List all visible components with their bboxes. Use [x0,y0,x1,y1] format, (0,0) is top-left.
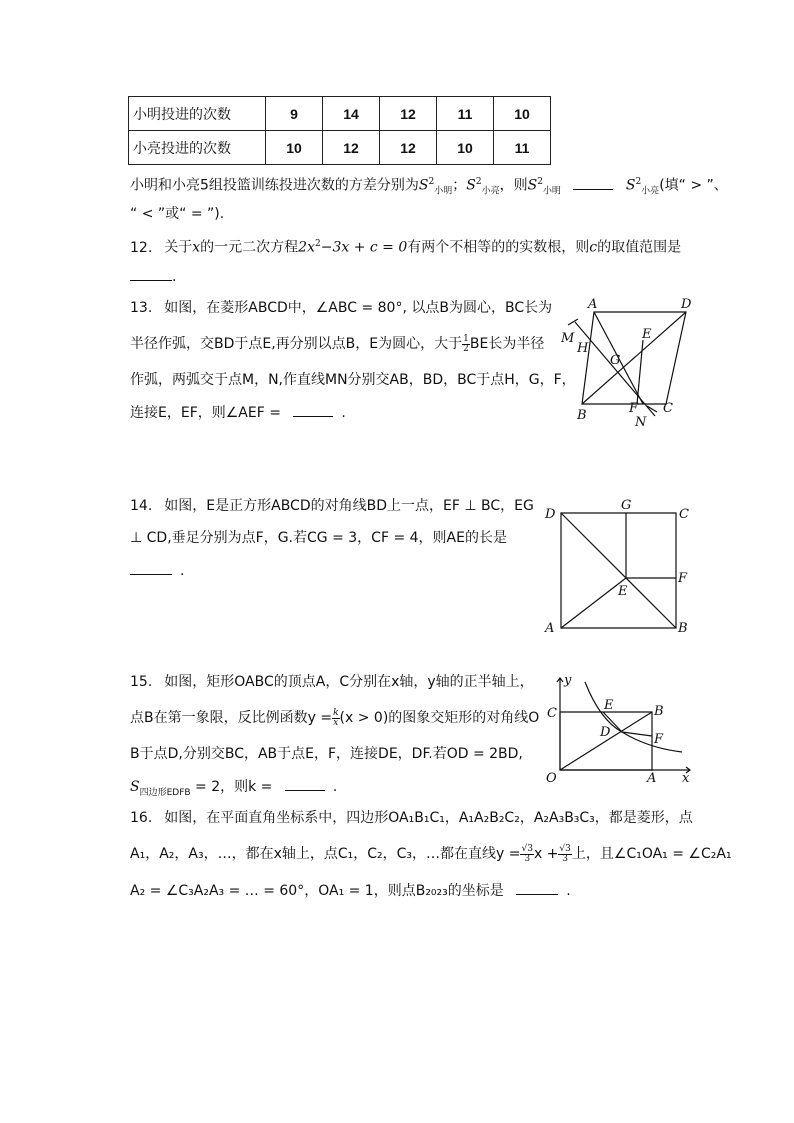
label-g: G [610,353,621,368]
answer-blank[interactable] [130,560,172,575]
q16-line2: A₁，A₂，A₃，…，都在x轴上，点C₁，C₂，C₃，…都在直线y = $\frac{√3}{3}$ x + $\frac{√3}{3}$ 上，且∠C₁OA₁ = ∠C₂A₁ [130,843,732,864]
answer-blank[interactable] [285,776,325,791]
label-o: O [546,771,557,786]
table-cell: 10 [437,131,494,165]
label-d: D [600,725,611,740]
label-a: A [545,621,555,636]
table-cell: 11 [494,131,551,165]
label-g: G [621,498,632,513]
label-f: F [678,571,688,586]
score-table [128,96,551,165]
label-m: M [561,331,575,346]
label-e: E [642,327,652,342]
q15-line2: 点B在第一象限，反比例函数y = $\frac{k}{x}$ (x > 0)的图象交矩形的对角线O [130,707,540,728]
q14-line2: ⊥ CD,垂足分别为点F，G.若CG = 3，CF = 4，则AE的长是 [130,530,507,546]
label-b: B [577,408,587,423]
label-d: D [681,297,692,312]
q11-line2: “ < ”或“ = ”). [130,206,225,222]
label-h: H [577,341,589,356]
table-cell: 12 [380,131,437,165]
fraction: $\frac{k}{x}$ [333,707,339,728]
fraction: $\frac{1}{2}$ [463,333,469,354]
table-cell: 9 [266,97,323,131]
line-ae [561,578,626,628]
table-row [129,97,551,131]
q16-line3: A₂ = ∠C₃A₂A₃ = … = 60°，OA₁ = 1，则点B₂₀₂₃的坐标是 . [130,880,571,901]
answer-blank[interactable] [573,175,613,190]
table-cell: 12 [380,97,437,131]
q12-line2: . [130,266,176,287]
label-a: A [588,297,598,312]
label-e: E [618,584,628,599]
label-f: F [629,401,639,416]
answer-blank[interactable] [516,880,558,895]
q15-line1: 15. 如图，矩形OABC的顶点A，C分别在x轴，y轴的正半轴上， [130,674,534,690]
hyperbola-curve [585,682,682,752]
q11-line1: 小明和小亮5组投篮训练投进次数的方差分别为$S^2_{小明}$；$S^2_{小亮}$，则$S^2_{小明}$ $S^2_{小亮}$(填“ > ”、 [130,172,728,201]
q12-line1: 12. 关于x的一元二次方程$2x^2-3x + c = 0$有两个不相等的的实数根，则c的取值范围是 [130,239,682,256]
table-cell: 10 [494,97,551,131]
answer-blank[interactable] [293,402,333,417]
table-cell: 12 [323,131,380,165]
label-a: A [647,771,657,786]
fraction: $\frac{√3}{3}$ [559,843,571,864]
table-cell: 11 [437,97,494,131]
q13-line3: 作弧，两弧交于点M，N,作直线MN分别交AB，BD，BC于点H，G，F， [130,372,576,388]
hyperbola-figure [540,672,700,787]
q14-line1: 14. 如图，E是正方形ABCD的对角线BD上一点，EF ⊥ BC，EG [130,498,534,514]
label-y: y [564,673,572,688]
table-cell: 14 [323,97,380,131]
label-n: N [635,415,647,430]
label-c: C [679,507,689,522]
diagonal-bd [582,312,686,404]
q15-line4: $S_{四边形EDFB} = 2$，则k = . [130,776,337,803]
label-f: F [654,732,664,747]
table-row [129,131,551,165]
q16-line1: 16. 如图，在平面直角坐标系中，四边形OA₁B₁C₁，A₁A₂B₂C₂，A₂A₃B₃C₃，都是菱形，点 [130,810,693,826]
line-ef [637,340,643,404]
q15-line3: B于点D,分别交BC，AB于点E，F，连接DE，DF.若OD = 2BD, [130,746,523,762]
q13-line4: 连接E，EF，则∠AEF = . [130,402,346,423]
answer-blank[interactable] [130,266,172,281]
fraction: $\frac{√3}{3}$ [521,843,533,864]
row-label: 小明投进的次数 [129,97,266,131]
q14-line3: . [130,560,184,581]
label-d: D [545,507,556,522]
rhombus-figure [555,292,705,432]
q13-line2: 半径作弧，交BD于点E,再分别以点B，E为圆心，大于 $\frac{1}{2}$ BE长为半径 [130,333,545,354]
row-label: 小亮投进的次数 [129,131,266,165]
label-c: C [547,706,557,721]
diagonal-bd [561,513,676,628]
table-cell: 10 [266,131,323,165]
label-c: C [663,401,673,416]
label-e: E [604,698,614,713]
label-b: B [678,621,688,636]
label-b: B [654,704,664,719]
square-figure [538,498,698,638]
q13-line1: 13. 如图，在菱形ABCD中，∠ABC = 80°, 以点B为圆心，BC长为 [130,300,553,316]
label-x: x [682,771,690,786]
